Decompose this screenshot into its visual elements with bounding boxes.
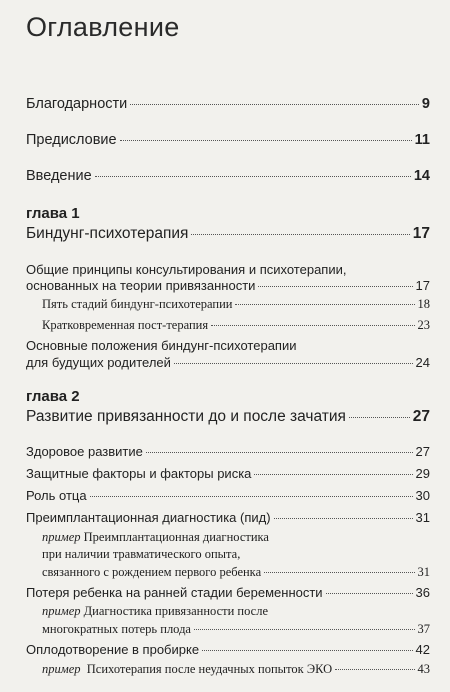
dot-leader	[235, 304, 414, 305]
toc-entry-pgd[interactable]: Преимплантационная диагностика (пид) 31	[26, 510, 430, 525]
toc-entry-principles[interactable]: основанных на теории привязанности 17	[26, 278, 430, 293]
chapter-2-heading[interactable]: Развитие привязанности до и после зачатия 27	[26, 408, 430, 425]
dot-leader	[194, 629, 415, 630]
dot-leader	[146, 452, 413, 453]
toc-entry-acknowledgements[interactable]: Благодарности 9	[26, 96, 430, 112]
page-title: Оглавление	[26, 12, 180, 42]
chapter-2-label: глава 2	[26, 388, 80, 405]
dot-leader	[211, 325, 414, 326]
dot-leader	[191, 234, 409, 235]
toc-entry-line: Общие принципы консультирования и психотерапии,	[26, 262, 347, 277]
toc-entry-main-provisions[interactable]: для будущих родителей 24	[26, 355, 430, 370]
dot-leader	[326, 593, 413, 594]
example-line: при наличии травматического опыта,	[42, 547, 241, 561]
dot-leader	[120, 140, 412, 141]
toc-example-pgd[interactable]: связанного с рождением первого ребенка 31	[42, 565, 430, 579]
toc-subentry-post-therapy[interactable]: Кратковременная пост-терапия 23	[42, 318, 430, 332]
example-prefix: пример	[42, 530, 81, 544]
dot-leader	[349, 417, 410, 418]
example-line: пример Преимплантационная диагностика	[42, 530, 269, 544]
toc-entry-risk-factors[interactable]: Защитные факторы и факторы риска 29	[26, 466, 430, 481]
toc-entry-ivf[interactable]: Оплодотворение в пробирке 42	[26, 642, 430, 657]
example-line: пример Диагностика привязанности после	[42, 604, 269, 618]
dot-leader	[95, 176, 411, 177]
toc-example-loss-diagnostics[interactable]: многократных потерь плода 37	[42, 622, 430, 636]
dot-leader	[264, 572, 414, 573]
dot-leader	[274, 518, 413, 519]
example-prefix: пример	[42, 662, 81, 676]
example-prefix: пример	[42, 604, 81, 618]
dot-leader	[335, 669, 414, 670]
dot-leader	[90, 496, 413, 497]
chapter-1-heading[interactable]: Биндунг-психотерапия 17	[26, 225, 430, 242]
toc-example-ivf-therapy[interactable]: пример Психотерапия после неудачных попыток ЭКО 43	[42, 662, 430, 676]
chapter-1-label: глава 1	[26, 205, 80, 222]
dot-leader	[202, 650, 412, 651]
dot-leader	[130, 104, 419, 105]
toc-entry-line: Основные положения биндунг-психотерапии	[26, 338, 297, 353]
toc-entry-early-loss[interactable]: Потеря ребенка на ранней стадии беременности 36	[26, 585, 430, 600]
dot-leader	[258, 286, 412, 287]
toc-entry-father-role[interactable]: Роль отца 30	[26, 488, 430, 503]
toc-entry-introduction[interactable]: Введение 14	[26, 168, 430, 184]
toc-entry-preface[interactable]: Предисловие 11	[26, 132, 430, 148]
toc-entry-healthy-development[interactable]: Здоровое развитие 27	[26, 444, 430, 459]
toc-subentry-five-stages[interactable]: Пять стадий биндунг-психотерапии 18	[42, 297, 430, 311]
dot-leader	[174, 363, 413, 364]
dot-leader	[254, 474, 412, 475]
